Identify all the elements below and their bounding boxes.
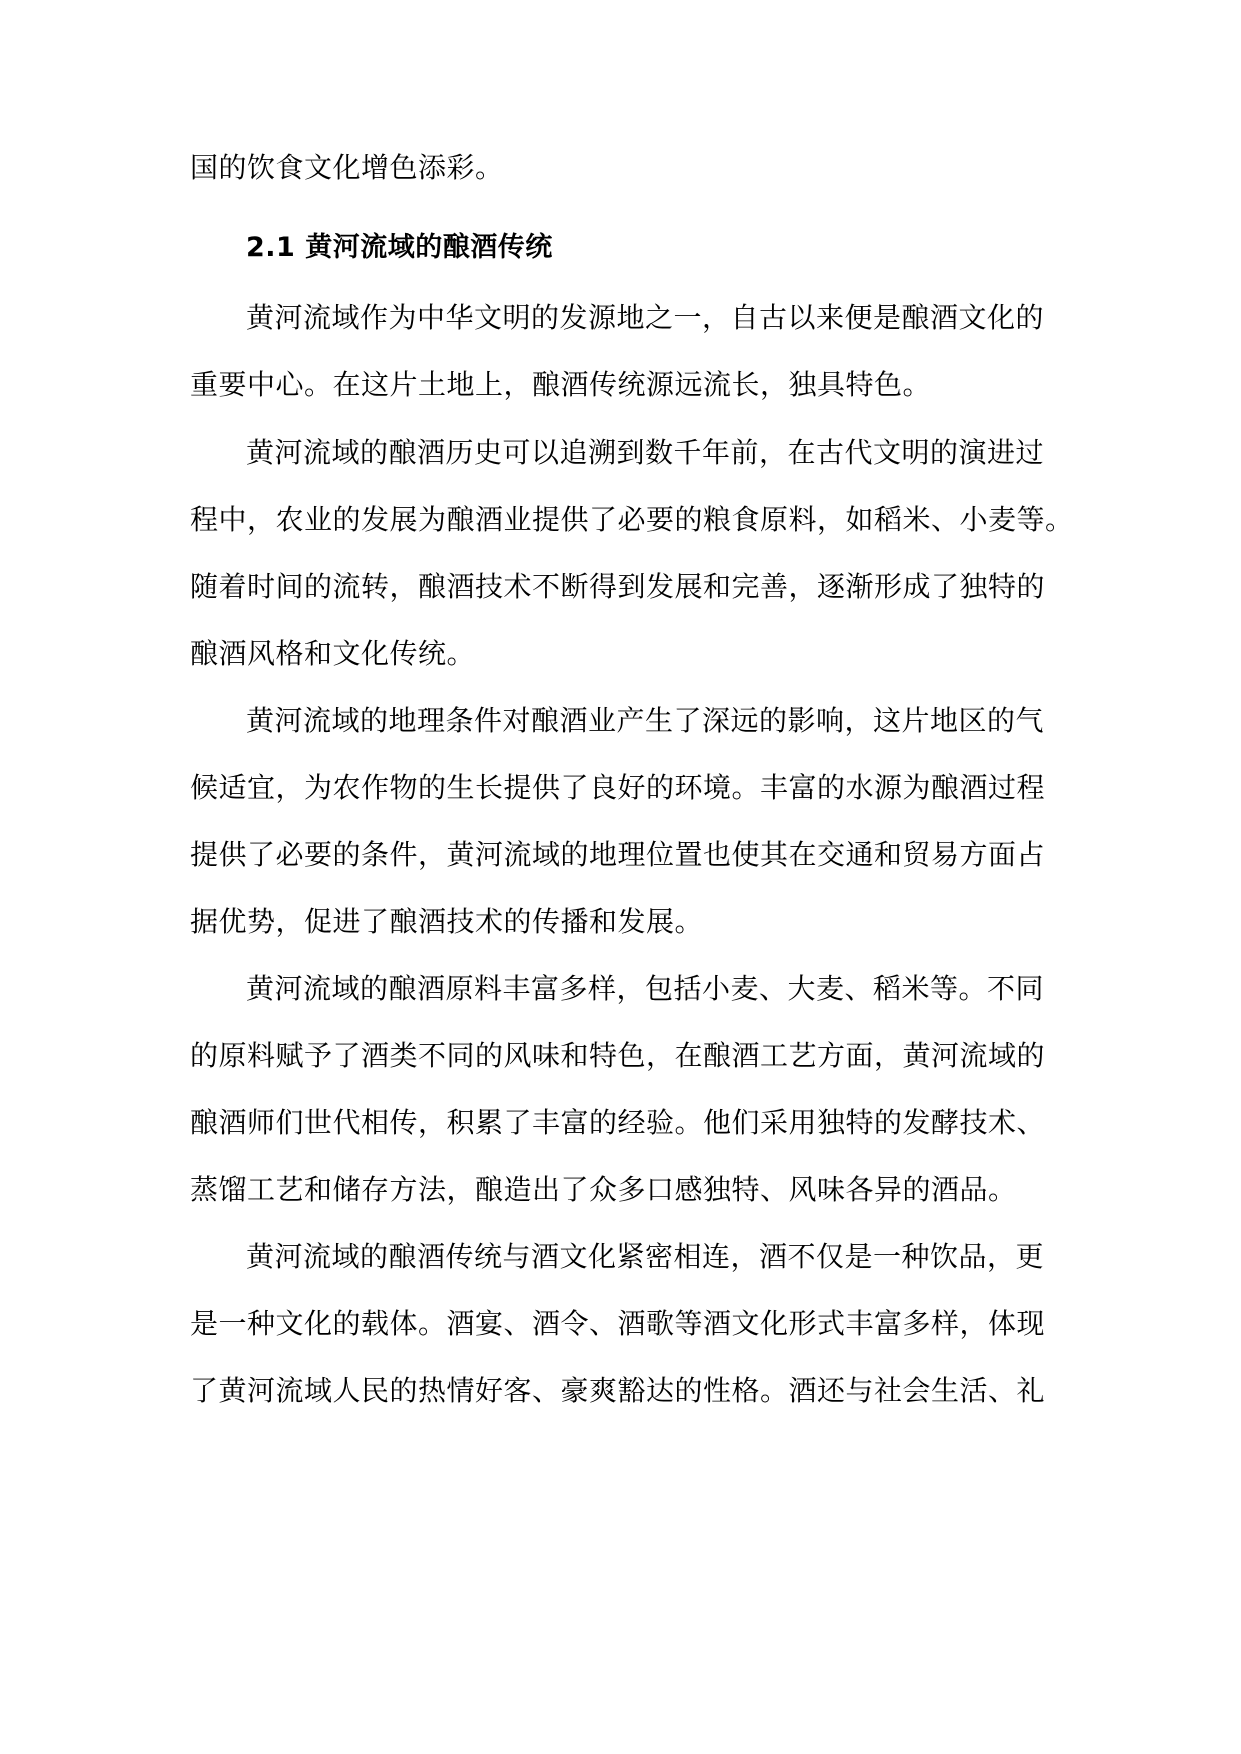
- paragraph-2-line-2: 程中，农业的发展为酿酒业提供了必要的粮食原料，如稻米、小麦等。: [190, 503, 1074, 536]
- paragraph-4-line-3: 酿酒师们世代相传，积累了丰富的经验。他们采用独特的发酵技术、: [190, 1106, 1046, 1139]
- paragraph-4-line-4: 蒸馏工艺和储存方法，酿造出了众多口感独特、风味各异的酒品。: [190, 1173, 1017, 1206]
- paragraph-3-line-4: 据优势，促进了酿酒技术的传播和发展。: [190, 905, 704, 938]
- paragraph-2-line-3: 随着时间的流转，酿酒技术不断得到发展和完善，逐渐形成了独特的: [190, 570, 1046, 603]
- paragraph-5-line-2: 是一种文化的载体。酒宴、酒令、酒歌等酒文化形式丰富多样，体现: [190, 1307, 1046, 1340]
- paragraph-5-line-3: 了黄河流域人民的热情好客、豪爽豁达的性格。酒还与社会生活、礼: [190, 1374, 1046, 1407]
- paragraph-3-line-3: 提供了必要的条件，黄河流域的地理位置也使其在交通和贸易方面占: [190, 838, 1046, 871]
- paragraph-2-line-4: 酿酒风格和文化传统。: [190, 637, 476, 670]
- continuation-line: 国的饮食文化增色添彩。: [190, 151, 504, 184]
- paragraph-4-line-2: 的原料赋予了酒类不同的风味和特色，在酿酒工艺方面，黄河流域的: [190, 1039, 1046, 1072]
- paragraph-4-line-1: 黄河流域的酿酒原料丰富多样，包括小麦、大麦、稻米等。不同: [246, 972, 1045, 1005]
- paragraph-5-line-1: 黄河流域的酿酒传统与酒文化紧密相连，酒不仅是一种饮品，更: [246, 1240, 1045, 1273]
- paragraph-1-line-1: 黄河流域作为中华文明的发源地之一，自古以来便是酿酒文化的: [246, 301, 1045, 334]
- paragraph-3-line-1: 黄河流域的地理条件对酿酒业产生了深远的影响，这片地区的气: [246, 704, 1045, 737]
- paragraph-3-line-2: 候适宜，为农作物的生长提供了良好的环境。丰富的水源为酿酒过程: [190, 771, 1046, 804]
- paragraph-2-line-1: 黄河流域的酿酒历史可以追溯到数千年前，在古代文明的演进过: [246, 436, 1045, 469]
- section-heading: 2.1 黄河流域的酿酒传统: [246, 232, 553, 263]
- paragraph-1-line-2: 重要中心。在这片土地上，酿酒传统源远流长，独具特色。: [190, 368, 932, 401]
